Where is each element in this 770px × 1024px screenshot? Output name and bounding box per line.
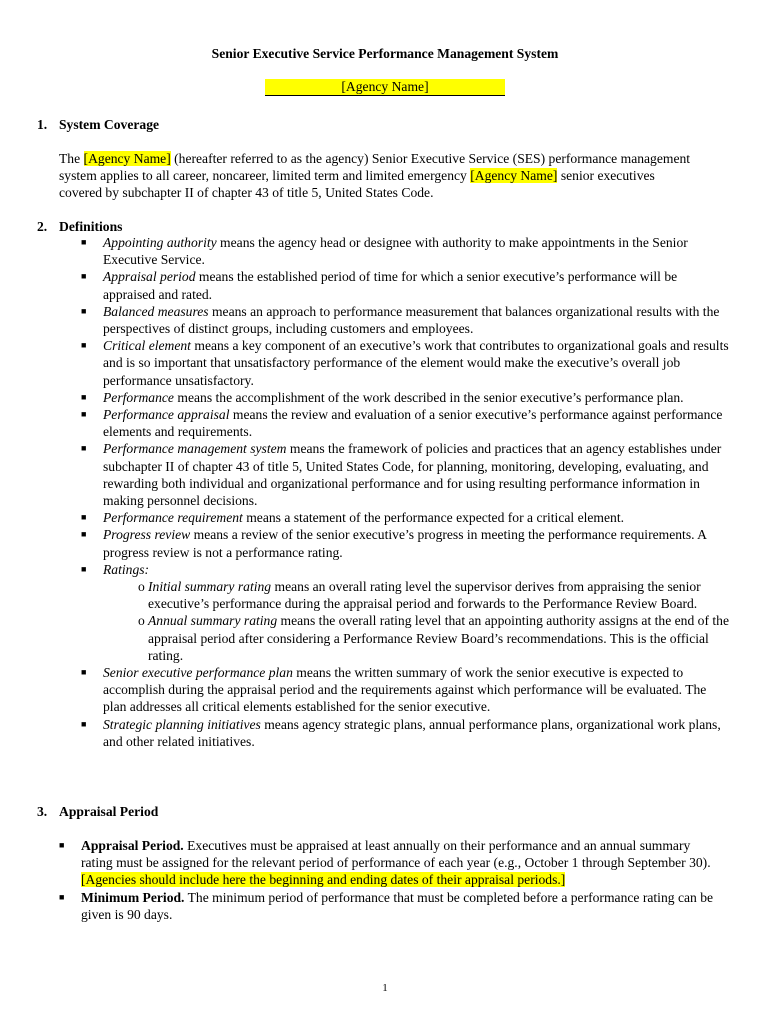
appraisal-item: ■ Minimum Period. The minimum period of performance that must be completed before a performance rating can be given is 90 days.: [59, 889, 714, 922]
square-bullet-icon: ■: [81, 563, 87, 574]
square-bullet-icon: ■: [81, 443, 87, 454]
definition-item: ■ Appointing authority means the agency head or designee with authority to make appointments in the Senior Executive Service.: [81, 235, 688, 268]
square-bullet-icon: ■: [81, 667, 87, 678]
section-number: 3.: [37, 804, 48, 819]
page-number: 1: [382, 982, 388, 994]
section-number: 2.: [37, 219, 48, 234]
agency-name-highlight: [Agency Name]: [470, 168, 558, 184]
section-title: System Coverage: [59, 117, 160, 132]
definition-item: ■ Performance means the accomplishment of the work described in the senior executive’s performance plan.: [81, 389, 684, 405]
definition-item: ■ Critical element means a key component of an executive’s work that contributes to organizational goals and results and is so important that unsatisfactory performance of the element would make the executive’s overall job performance unsatisfactory.: [81, 338, 729, 388]
square-bullet-icon: ■: [81, 305, 87, 316]
circle-bullet-icon: o: [138, 613, 145, 629]
square-bullet-icon: ■: [81, 391, 87, 402]
rating-item: o Annual summary rating means the overall rating level that an appointing authority assigns at the end of the appraisal period after considering a Performance Review Board’s recommendations. This is the official rating.: [138, 613, 730, 663]
square-bullet-icon: ■: [81, 512, 87, 523]
definition-item: ■ Performance management system means the framework of policies and practices that an agency establishes under subchapter II of chapter 43 of title 5, United States Code, for planning, monitoring, developing, evaluating, and rewarding both individual and organizational performance and for using resulting performance information in making personnel decisions.: [81, 441, 722, 509]
coverage-text-3: senior executives covered by subchapter II of chapter 43 of title 5, United States Code.: [59, 168, 655, 201]
coverage-paragraph: [59, 150, 699, 202]
appraisal-item: ■ Appraisal Period. Executives must be appraised at least annually on their performance and an annual summary rating must be assigned for the relevant period of performance of each year (e.g., October 1 through September 30). [Agencies should include here the beginning and ending dates of their appraisal periods.]: [59, 838, 711, 888]
coverage-text-2: (hereafter referred to as the agency) Senior Executive Service (SES) performance management system applies to all career, noncareer, limited term and limited emergency: [59, 151, 691, 184]
definition-item: ■ Progress review means a review of the senior executive’s progress in meeting the performance requirements. A progress review is not a performance rating.: [81, 527, 707, 560]
agency-name-placeholder: [Agency Name]: [265, 79, 505, 96]
section-number: 1.: [37, 117, 48, 132]
definitions-list: [59, 234, 731, 750]
square-bullet-icon: ■: [59, 891, 65, 902]
section-title: Definitions: [59, 219, 123, 234]
square-bullet-icon: ■: [81, 271, 87, 282]
document-title: Senior Executive Service Performance Management System: [211, 46, 559, 61]
agency-instruction-highlight: [Agencies should include here the beginning and ending dates of their appraisal periods.]: [81, 872, 566, 888]
definition-item: ■ Balanced measures means an approach to performance measurement that balances organizational results with the perspectives of distinct groups, including customers and employees.: [81, 303, 720, 337]
section-coverage-heading: [37, 116, 159, 133]
square-bullet-icon: ■: [59, 840, 65, 850]
definition-item: ■ Strategic planning initiatives means agency strategic plans, annual performance plans, organizational work plans, and other related initiatives.: [81, 716, 721, 749]
agency-name-highlight: [Agency Name]: [83, 151, 171, 166]
definition-item: ■ Senior executive performance plan means the written summary of work the senior executive is expected to accomplish during the appraisal period and the requirements against which performance will be evaluated. The plan addresses all critical elements established for the senior executive.: [81, 665, 707, 715]
square-bullet-icon: ■: [81, 718, 87, 729]
ratings-sublist: [103, 578, 731, 664]
square-bullet-icon: ■: [81, 237, 87, 247]
definition-item-ratings: ■ Ratings: o Initial summary rating means an overall rating level the supervisor derives from appraising the senior executive’s performance during the appraisal period and forwards to the Performance Review Board. o Annual summary rating means the overall rating level that an appointing authority assigns at the end of the appraisal period after considering a Performance Review Board’s recommendations. This is the official rating.: [81, 561, 730, 663]
coverage-text-1: The: [59, 151, 84, 166]
appraisal-list: [37, 837, 717, 923]
definition-item: ■ Performance appraisal means the review and evaluation of a senior executive’s performance against performance elements and requirements.: [81, 407, 723, 440]
section-title: Appraisal Period: [59, 804, 159, 819]
section-appraisal-heading: [37, 803, 158, 820]
square-bullet-icon: ■: [81, 529, 87, 540]
circle-bullet-icon: o: [138, 579, 145, 595]
definition-item: ■ Appraisal period means the established period of time for which a senior executive’s performance will be appraised and rated.: [81, 269, 678, 302]
square-bullet-icon: ■: [81, 340, 87, 351]
section-definitions-heading: [37, 218, 122, 235]
square-bullet-icon: ■: [81, 409, 87, 420]
definition-item: ■ Performance requirement means a statement of the performance expected for a critical element.: [81, 510, 625, 526]
rating-item: o Initial summary rating means an overall rating level the supervisor derives from appraising the senior executive’s performance during the appraisal period and forwards to the Performance Review Board.: [138, 579, 701, 612]
